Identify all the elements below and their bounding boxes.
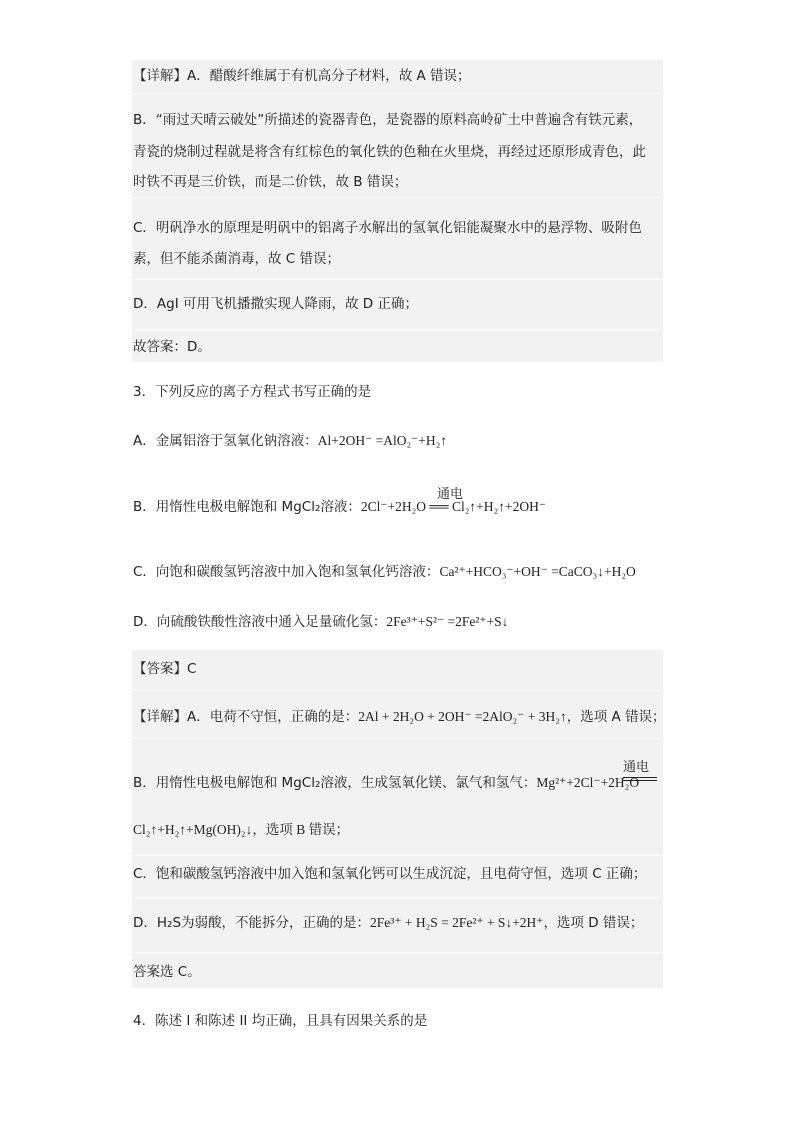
detail-tag: 【详解】 — [133, 68, 187, 84]
detail2-line-d: D．H₂S为弱酸，不能拆分，正确的是：2Fe³⁺ + H₂S = 2Fe²⁺ + S↓+2H⁺，选项 D 错误； — [133, 915, 644, 931]
solution-block-2 — [132, 650, 663, 988]
detail2-line-b1: B．用惰性电极电解饱和 MgCl₂溶液，生成氢氧化镁、氯气和氢气：Mg²⁺+2Cl⁻+2H₂O — [133, 775, 640, 791]
detail2-answer: 答案选 C。 — [133, 964, 201, 980]
equation-correct-a: 2Al + 2H₂O + 2OH⁻ =2AlO₂⁻ + 3H₂↑ — [358, 709, 567, 724]
option-b: B．用惰性电极电解饱和 MgCl₂溶液：2Cl⁻+2H₂O ══ Cl₂↑+H₂↑+2OH⁻ — [133, 499, 546, 515]
divider — [132, 329, 663, 330]
detail-line-a: 【详解】A．醋酸纤维属于有机高分子材料，故 A 错误； — [133, 68, 471, 84]
detail2-line-a: 【详解】A．电荷不守恒，正确的是：2Al + 2H₂O + 2OH⁻ =2AlO₂⁻ + 3H₂↑，选项 A 错误； — [133, 709, 666, 725]
condition-label: 通电 — [437, 487, 464, 502]
divider — [132, 93, 663, 94]
equation-d: 2Fe³⁺+S²⁻ =2Fe²⁺+S↓ — [386, 614, 509, 629]
equation-c: Ca²⁺+HCO₃⁻+OH⁻ =CaCO₃↓+H₂O — [439, 564, 636, 579]
equation-a: Al+2OH⁻ =AlO₂⁻+H₂↑ — [317, 433, 448, 448]
divider — [132, 897, 663, 898]
answer-label: 【答案】C — [133, 661, 197, 677]
divider — [132, 855, 663, 856]
divider — [132, 197, 663, 198]
condition-mark: 通电 — [623, 756, 657, 781]
question-4-stem: 4．陈述 I 和陈述 II 均正确，且具有因果关系的是 — [133, 1013, 428, 1029]
divider — [132, 690, 663, 691]
option-a: A．金属铝溶于氢氧化钠溶液：Al+2OH⁻ =AlO₂⁻+H₂↑ — [133, 433, 448, 449]
divider — [132, 952, 663, 953]
equation-correct-b: Mg²⁺+2Cl⁻+2H₂O — [536, 775, 640, 790]
equation-b: 2Cl⁻+2H₂O ══ Cl₂↑+H₂↑+2OH⁻ — [360, 499, 546, 514]
detail2-line-c: C．饱和碳酸氢钙溶液中加入饱和氢氧化钙可以生成沉淀，且电荷守恒，选项 C 正确； — [133, 866, 647, 882]
detail-line-b2: 青瓷的烧制过程就是将含有红棕色的氧化铁的色釉在火里烧，再经过还原形成青色，此 — [133, 144, 646, 160]
detail2-line-b2: Cl₂↑+H₂↑+Mg(OH)₂↓，选项 B 错误； — [133, 822, 350, 837]
answer-line: 故答案：D。 — [133, 339, 211, 355]
detail-line-b3: 时铁不再是三价铁，而是二价铁，故 B 错误； — [133, 174, 408, 190]
solution-block-1 — [132, 60, 663, 362]
detail-line-b1: B．“雨过天晴云破处”所描述的瓷器青色，是瓷器的原料高岭矿土中普遍含有铁元素， — [133, 112, 643, 128]
divider — [132, 279, 663, 280]
detail-line-d: D．AgI 可用飞机播撒实现人降雨，故 D 正确； — [133, 296, 418, 312]
option-d: D．向硫酸铁酸性溶液中通入足量硫化氢：2Fe³⁺+S²⁻ =2Fe²⁺+S↓ — [133, 614, 509, 630]
detail-line-c2: 素，但不能杀菌消毒，故 C 错误； — [133, 251, 341, 267]
option-c: C．向饱和碳酸氢钙溶液中加入饱和氢氧化钙溶液：Ca²⁺+HCO₃⁻+OH⁻ =CaCO₃↓+H₂O — [133, 564, 636, 580]
divider — [132, 738, 663, 739]
equation-correct-d: 2Fe³⁺ + H₂S = 2Fe²⁺ + S↓+2H⁺ — [370, 915, 544, 930]
question-3-stem: 3．下列反应的离子方程式书写正确的是 — [133, 384, 372, 400]
detail-line-c1: C．明矾净水的原理是明矾中的铝离子水解出的氢氧化铝能凝聚水中的悬浮物、吸附色 — [133, 220, 642, 236]
